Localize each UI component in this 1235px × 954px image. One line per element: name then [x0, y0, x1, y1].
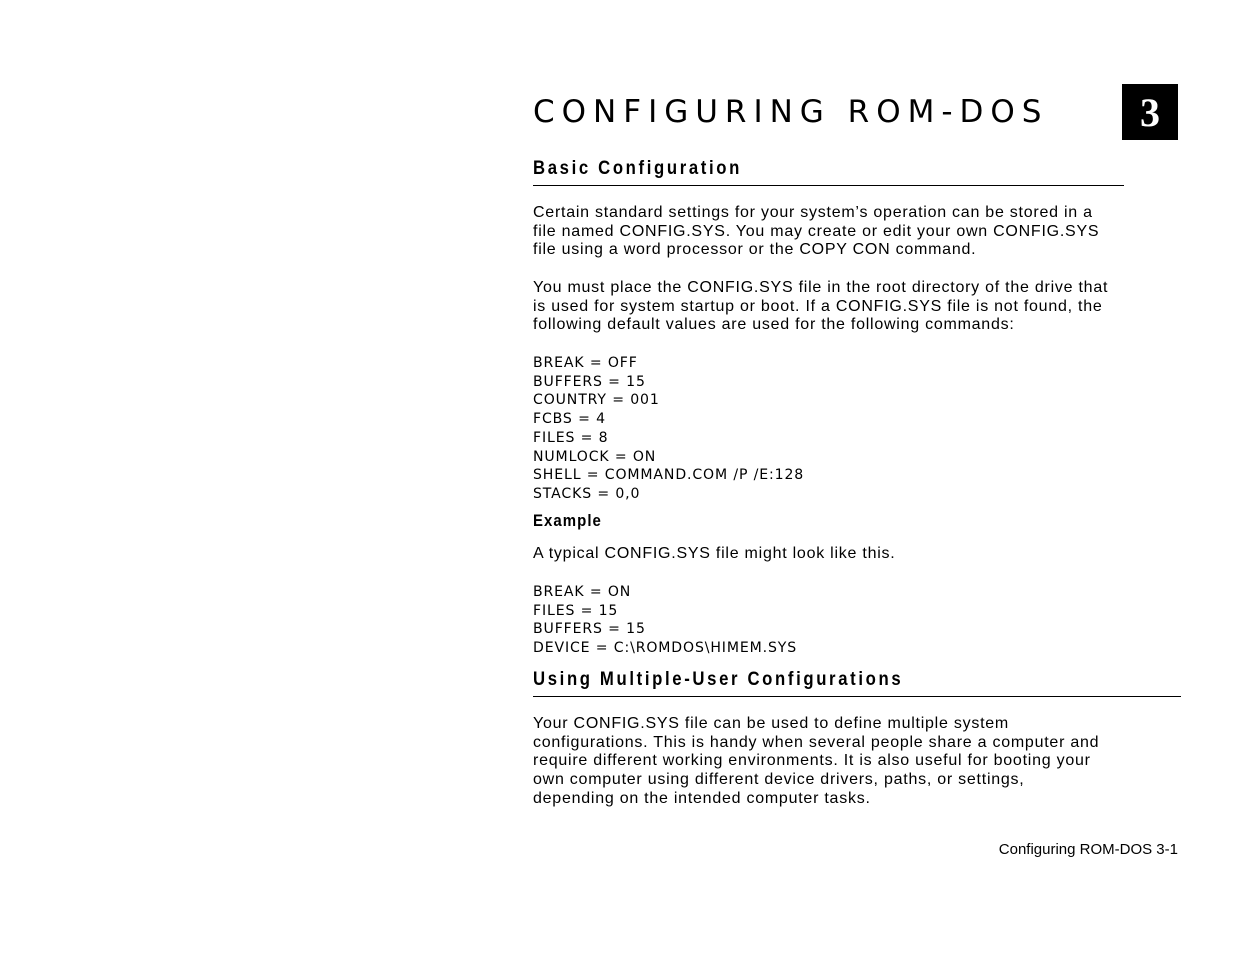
page-title: CONFIGURING ROM-DOS [533, 94, 1049, 130]
example-paragraph: A typical CONFIG.SYS file might look like this. [533, 545, 896, 562]
section-heading-multiple-user: Using Multiple-User Configurations [533, 669, 904, 690]
config-line: BREAK = ON [533, 584, 632, 600]
config-line: BUFFERS = 15 [533, 373, 646, 390]
config-line: FILES = 15 [533, 602, 619, 619]
multiple-user-paragraph: Your CONFIG.SYS file can be used to define multiple system configurations. This is handy when several people share a computer and require different working environments. It is also useful for booting your own computer using different device drivers, paths, or settings, depending on the intended computer tasks. [533, 715, 1100, 807]
chapter-number-badge: 3 [1122, 84, 1178, 140]
config-line: FCBS = 4 [533, 411, 606, 428]
config-line: COUNTRY = 001 [533, 392, 660, 409]
section-heading-basic-configuration: Basic Configuration [533, 158, 743, 179]
example-config-list [533, 583, 805, 658]
basic-configuration-paragraph-2: You must place the CONFIG.SYS file in the root directory of the drive that is used for system startup or boot. If a CONFIG.SYS file is not found, the following default values are used for the following commands: [533, 279, 1109, 334]
subheading-example: Example [533, 511, 602, 530]
config-line: BUFFERS = 15 [533, 621, 646, 638]
section-divider [533, 696, 1181, 697]
config-line: FILES = 8 [533, 429, 609, 446]
page-footer: Configuring ROM-DOS 3-1 [998, 841, 1178, 858]
default-values-list [533, 354, 813, 504]
config-line: SHELL = COMMAND.COM /P /E:128 [533, 467, 805, 484]
config-line: NUMLOCK = ON [533, 448, 657, 465]
section-divider [533, 185, 1124, 186]
config-line: BREAK = OFF [533, 355, 638, 371]
config-line: STACKS = 0,0 [533, 485, 641, 502]
config-line: DEVICE = C:\ROMDOS\HIMEM.SYS [533, 640, 798, 657]
basic-configuration-paragraph-1: Certain standard settings for your system’s operation can be stored in a file named CONFIG.SYS. You may create or edit your own CONFIG.SYS file using a word processor or the COPY CON command. [533, 204, 1100, 259]
